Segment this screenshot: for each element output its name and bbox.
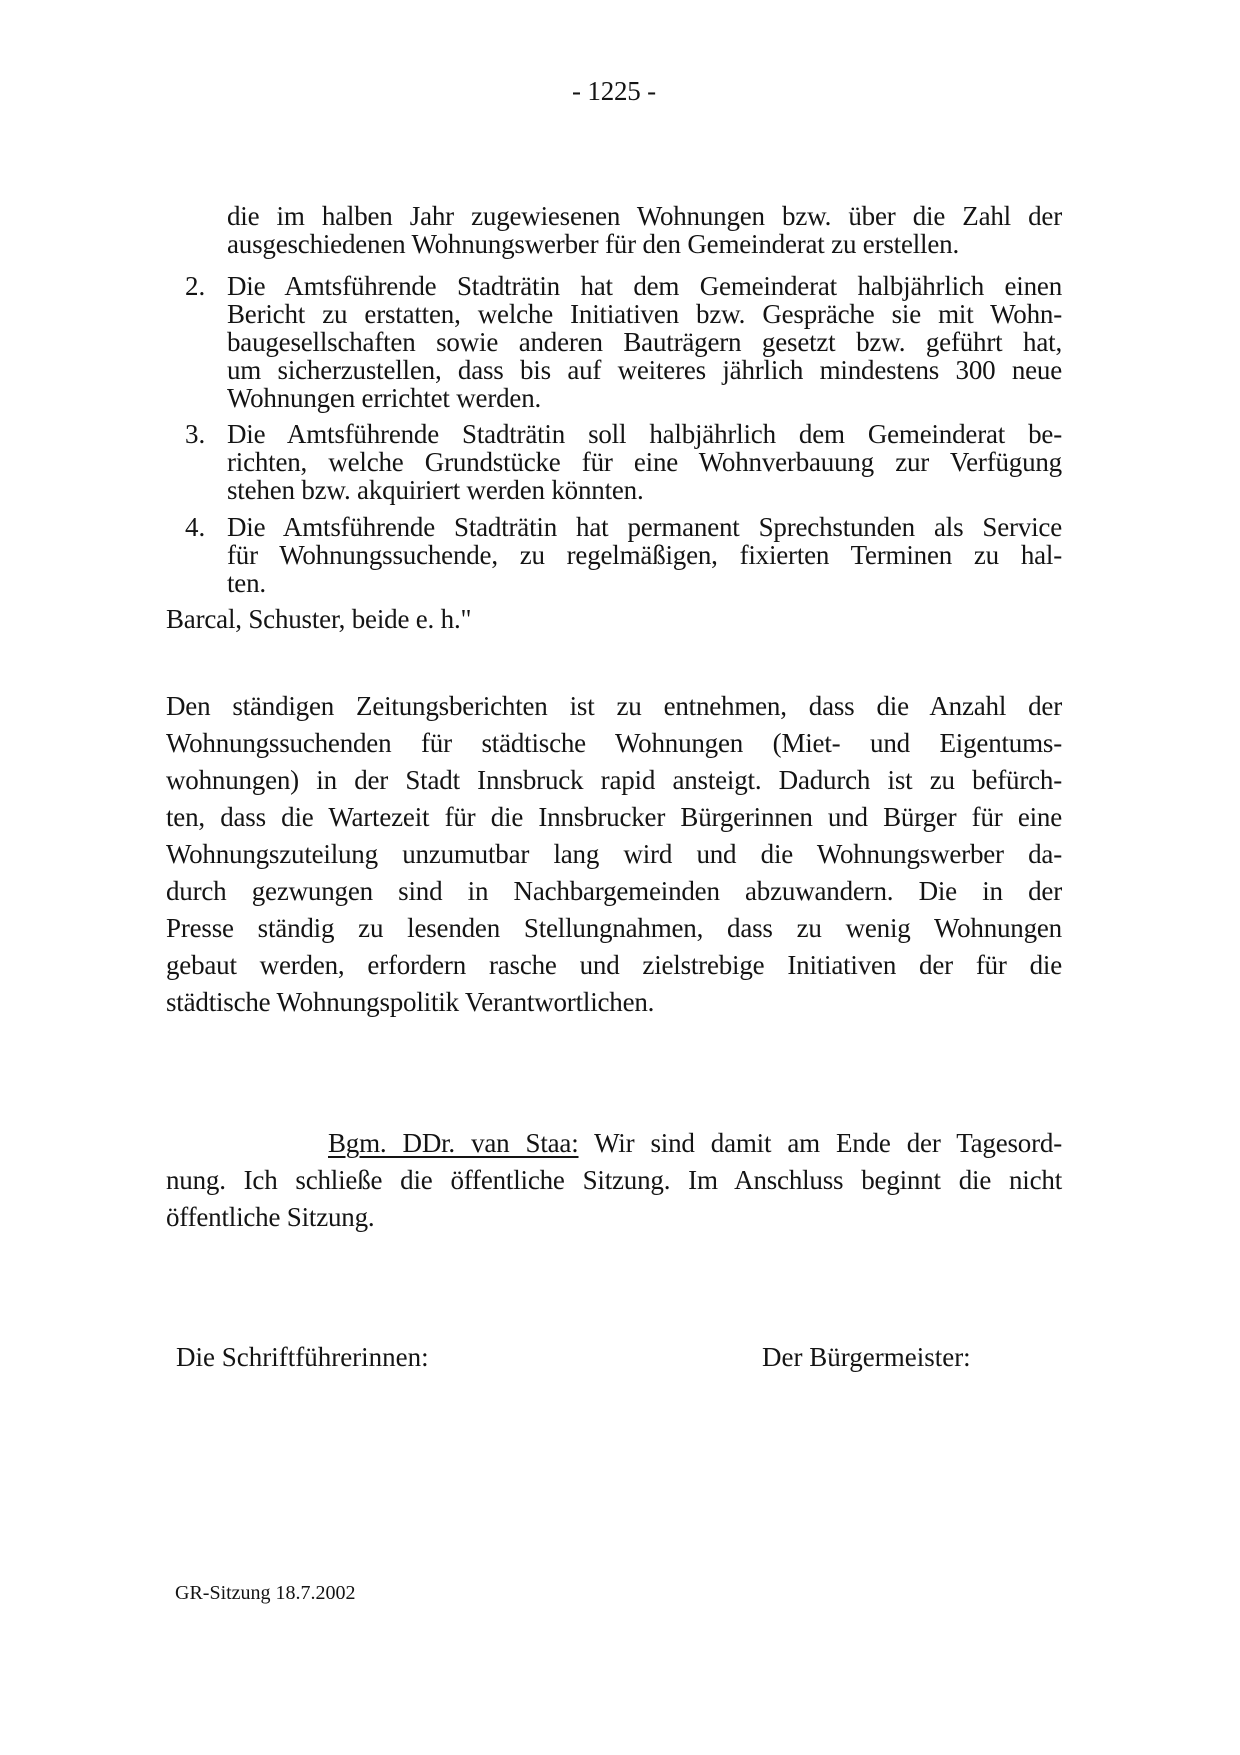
text-line: wohnungen) in der Stadt Innsbruck rapid ansteigt. Dadurch ist zu befürch- bbox=[166, 765, 1062, 795]
list-item-3 bbox=[185, 419, 1062, 505]
text-line: nung. Ich schließe die öffentliche Sitzung. Im Anschluss beginnt die nicht bbox=[166, 1165, 1062, 1195]
text-line: städtische Wohnungspolitik Verantwortlichen. bbox=[166, 987, 655, 1017]
list-item-1-continuation bbox=[227, 202, 1062, 258]
mayor-signature-label: Der Bürgermeister: bbox=[762, 1342, 971, 1372]
text-line: Die Amtsführende Stadträtin hat dem Gemeinderat halbjährlich einen bbox=[227, 271, 1062, 301]
closing-paragraph bbox=[166, 1125, 1062, 1236]
text-line: Wohnungen errichtet werden. bbox=[227, 383, 542, 413]
list-item-4-text bbox=[227, 513, 1062, 597]
closing-paragraph-rest bbox=[166, 1162, 1062, 1236]
text-line: Bericht zu erstatten, welche Initiativen bzw. Gespräche sie mit Wohn- bbox=[227, 299, 1062, 329]
text-line: Die Amtsführende Stadträtin soll halbjährlich dem Gemeinderat be- bbox=[227, 419, 1062, 449]
text-line: Presse ständig zu lesenden Stellungnahmen, dass zu wenig Wohnungen bbox=[166, 913, 1062, 943]
text-line: Die Amtsführende Stadträtin hat permanent Sprechstunden als Service bbox=[227, 512, 1062, 542]
speaker-name: Bgm. DDr. van Staa: bbox=[328, 1128, 579, 1158]
list-item-2 bbox=[185, 271, 1062, 413]
text-line: für Wohnungssuchende, zu regelmäßigen, fixierten Terminen zu hal- bbox=[227, 540, 1062, 570]
text-line: die im halben Jahr zugewiesenen Wohnungen bzw. über die Zahl der bbox=[227, 201, 1062, 231]
closing-first-line-text: Wir sind damit am Ende der Tagesord- bbox=[594, 1128, 1062, 1158]
text-line: um sicherzustellen, dass bis auf weiteres jährlich mindestens 300 neue bbox=[227, 355, 1062, 385]
list-item-2-text bbox=[227, 272, 1062, 412]
list-item-3-number: 3. bbox=[185, 419, 206, 449]
body-paragraph bbox=[166, 688, 1062, 1021]
page-footer: GR-Sitzung 18.7.2002 bbox=[175, 1582, 356, 1604]
list-item-4-number: 4. bbox=[185, 512, 206, 542]
list-item-4 bbox=[185, 512, 1062, 598]
list-item-3-text bbox=[227, 420, 1062, 504]
text-line: öffentliche Sitzung. bbox=[166, 1202, 375, 1232]
text-line: gebaut werden, erfordern rasche und zielstrebige Initiativen der für die bbox=[166, 950, 1062, 980]
text-line: durch gezwungen sind in Nachbargemeinden abzuwandern. Die in der bbox=[166, 876, 1062, 906]
text-line: ausgeschiedenen Wohnungswerber für den Gemeinderat zu erstellen. bbox=[227, 229, 959, 259]
page-number: - 1225 - bbox=[572, 76, 656, 106]
text-line: stehen bzw. akquiriert werden könnten. bbox=[227, 475, 644, 505]
closing-first-line bbox=[166, 1125, 1062, 1162]
text-line: ten, dass die Wartezeit für die Innsbrucker Bürgerinnen und Bürger für eine bbox=[166, 802, 1062, 832]
text-line: Wohnungszuteilung unzumutbar lang wird und die Wohnungswerber da- bbox=[166, 839, 1062, 869]
signature-row bbox=[166, 1342, 1062, 1382]
secretaries-signature-label: Die Schriftführerinnen: bbox=[176, 1342, 429, 1372]
petition-signatories: Barcal, Schuster, beide e. h." bbox=[166, 604, 472, 634]
text-line: Wohnungssuchenden für städtische Wohnungen (Miet- und Eigentums- bbox=[166, 728, 1062, 758]
text-line: ten. bbox=[227, 568, 266, 598]
text-line: baugesellschaften sowie anderen Bauträgern gesetzt bzw. geführt hat, bbox=[227, 327, 1062, 357]
text-line: richten, welche Grundstücke für eine Wohnverbauung zur Verfügung bbox=[227, 447, 1062, 477]
text-line: Den ständigen Zeitungsberichten ist zu entnehmen, dass die Anzahl der bbox=[166, 691, 1062, 721]
list-item-2-number: 2. bbox=[185, 271, 206, 301]
